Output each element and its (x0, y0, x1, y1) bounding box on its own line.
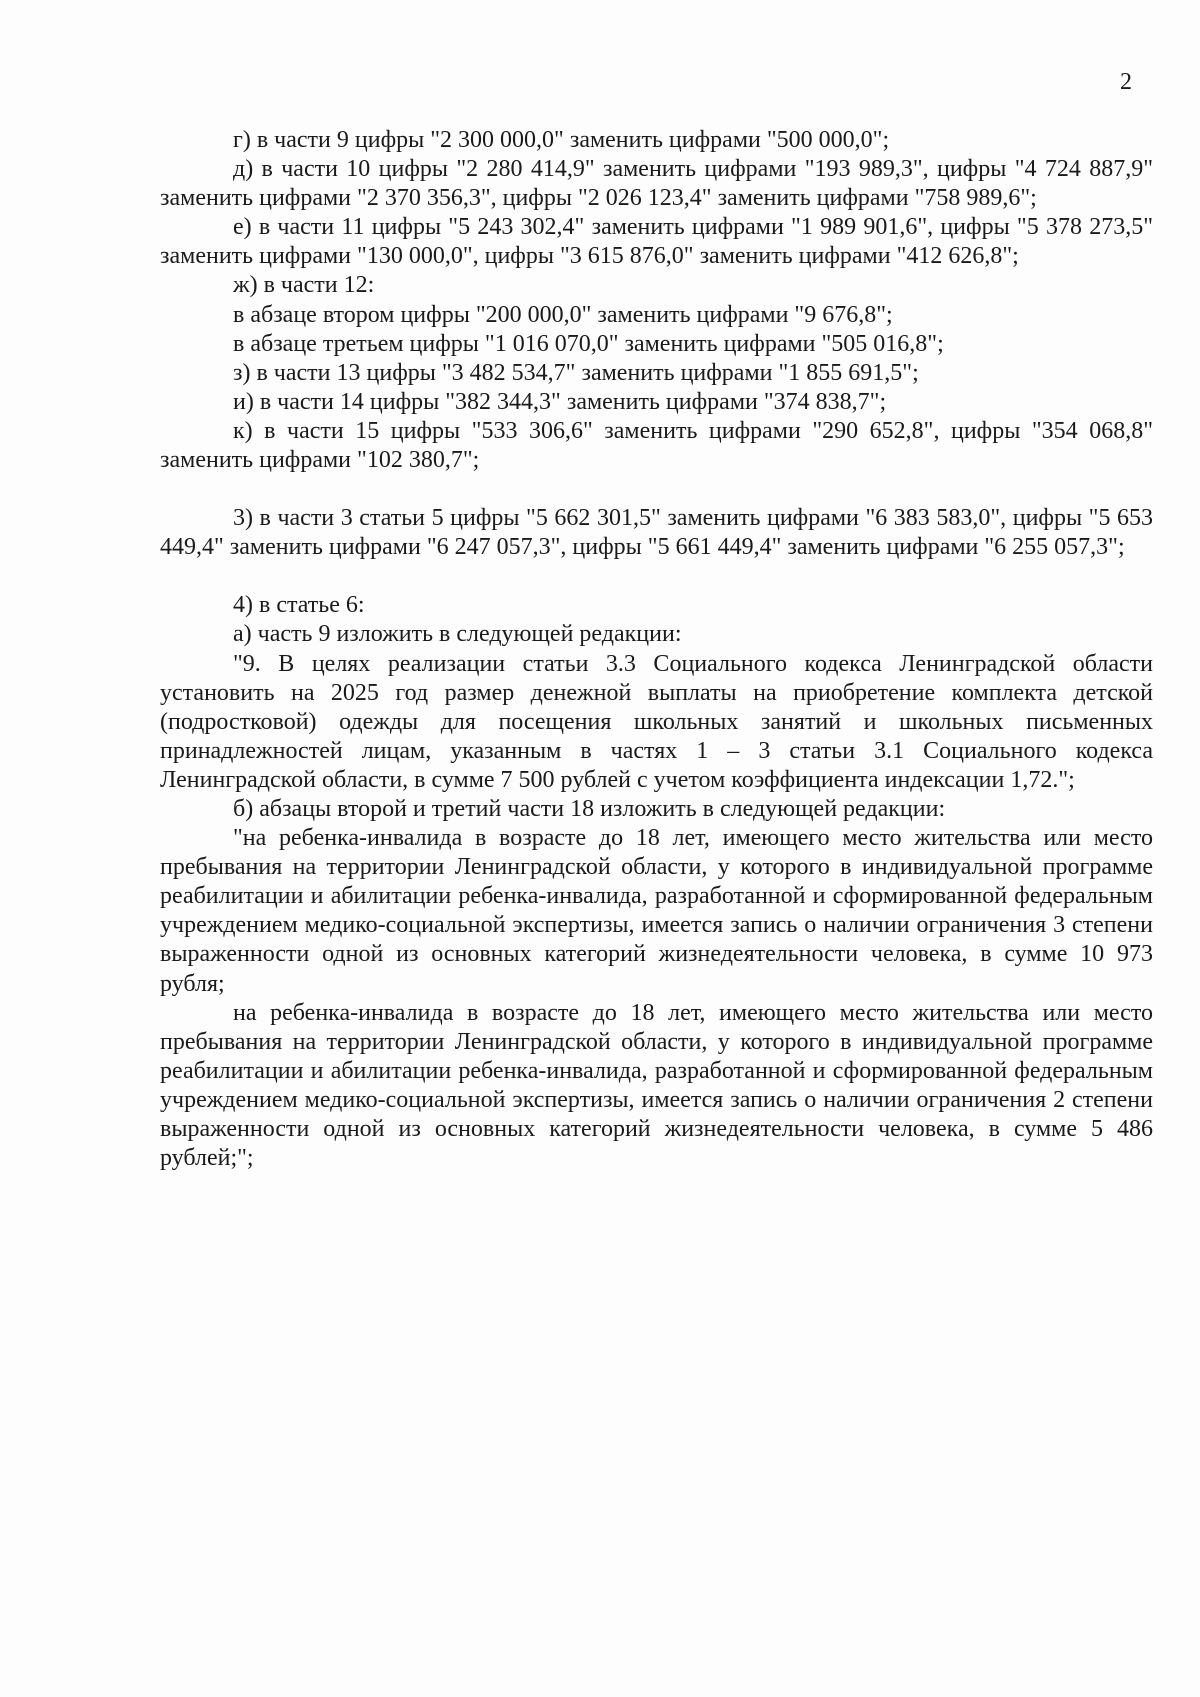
paragraph-spacer (160, 562, 1153, 591)
paragraph-4: 4) в статье 6: (233, 592, 365, 619)
paragraph-i: и) в части 14 цифры "382 344,3" заменить цифрами "374 838,7"; (233, 388, 887, 415)
paragraph-z: з) в части 13 цифры "3 482 534,7" заменить цифрами "1 855 691,5"; (233, 359, 919, 386)
paragraph-spacer (160, 475, 1153, 504)
paragraph-4a: а) часть 9 изложить в следующей редакции: (233, 621, 682, 648)
paragraph-zh-abzac-3: в абзаце третьем цифры "1 016 070,0" заменить цифрами "505 016,8"; (233, 330, 944, 357)
paragraph-k: к) в части 15 цифры "533 306,6" заменить цифрами "290 652,8", цифры "354 068,8" заменить цифрами "102 380,7"; (160, 417, 1153, 474)
paragraph-zh-abzac-2: в абзаце втором цифры "200 000,0" заменить цифрами "9 676,8"; (233, 301, 893, 328)
page-number: 2 (1120, 69, 1132, 95)
paragraph-d: д) в части 10 цифры "2 280 414,9" заменить цифрами "193 989,3", цифры "4 724 887,9" заменить цифрами "2 370 356,3", цифры "2 026 123,4" заменить цифрами "758 989,6"; (160, 156, 1153, 212)
paragraph-4b-abzac-3: на ребенка-инвалида в возрасте до 18 лет, имеющего место жительства или место пребывания на территории Ленинградской области, у которого в индивидуальной программе реабилитации и абилитации ребенка-инвалида, разработанной и сформированной федеральным учреждением медико-социальной экспертизы, имеется запись о наличии ограничения 2 степени выраженности одной из основных категорий жизнедеятельности человека, в сумме 5 486 рублей;"; (160, 999, 1153, 1172)
document-body (160, 126, 1153, 1173)
paragraph-g: г) в части 9 цифры "2 300 000,0" заменить цифрами "500 000,0"; (233, 127, 890, 153)
paragraph-zh: ж) в части 12: (233, 272, 375, 299)
paragraph-4a-text: "9. В целях реализации статьи 3.3 Социального кодекса Ленинградской области установить на 2025 год размер денежной выплаты на приобретение комплекта детской (подростковой) одежды для посещения школьных занятий и школьных письменных принадлежностей лицам, указанным в частях 1 – 3 статьи 3.1 Социального кодекса Ленинградской области, в сумме 7 500 рублей с учетом коэффициента индексации 1,72."; (160, 650, 1153, 793)
paragraph-3: 3) в части 3 статьи 5 цифры "5 662 301,5" заменить цифрами "6 383 583,0", цифры "5 653 449,4" заменить цифрами "6 247 057,3", цифры "5 661 449,4" заменить цифрами "6 255 057,3"; (160, 505, 1153, 561)
paragraph-e: е) в части 11 цифры "5 243 302,4" заменить цифрами "1 989 901,6", цифры "5 378 273,5" заменить цифрами "130 000,0", цифры "3 615 876,0" заменить цифрами "412 626,8"; (160, 214, 1153, 270)
paragraph-4b: б) абзацы второй и третий части 18 изложить в следующей редакции: (233, 795, 946, 822)
paragraph-4b-abzac-2: "на ребенка-инвалида в возрасте до 18 лет, имеющего место жительства или место пребывания на территории Ленинградской области, у которого в индивидуальной программе реабилитации и абилитации ребенка-инвалида, разработанной и сформированной федеральным учреждением медико-социальной экспертизы, имеется запись о наличии ограничения 3 степени выраженности одной из основных категорий жизнедеятельности человека, в сумме 10 973 рубля; (160, 825, 1153, 997)
